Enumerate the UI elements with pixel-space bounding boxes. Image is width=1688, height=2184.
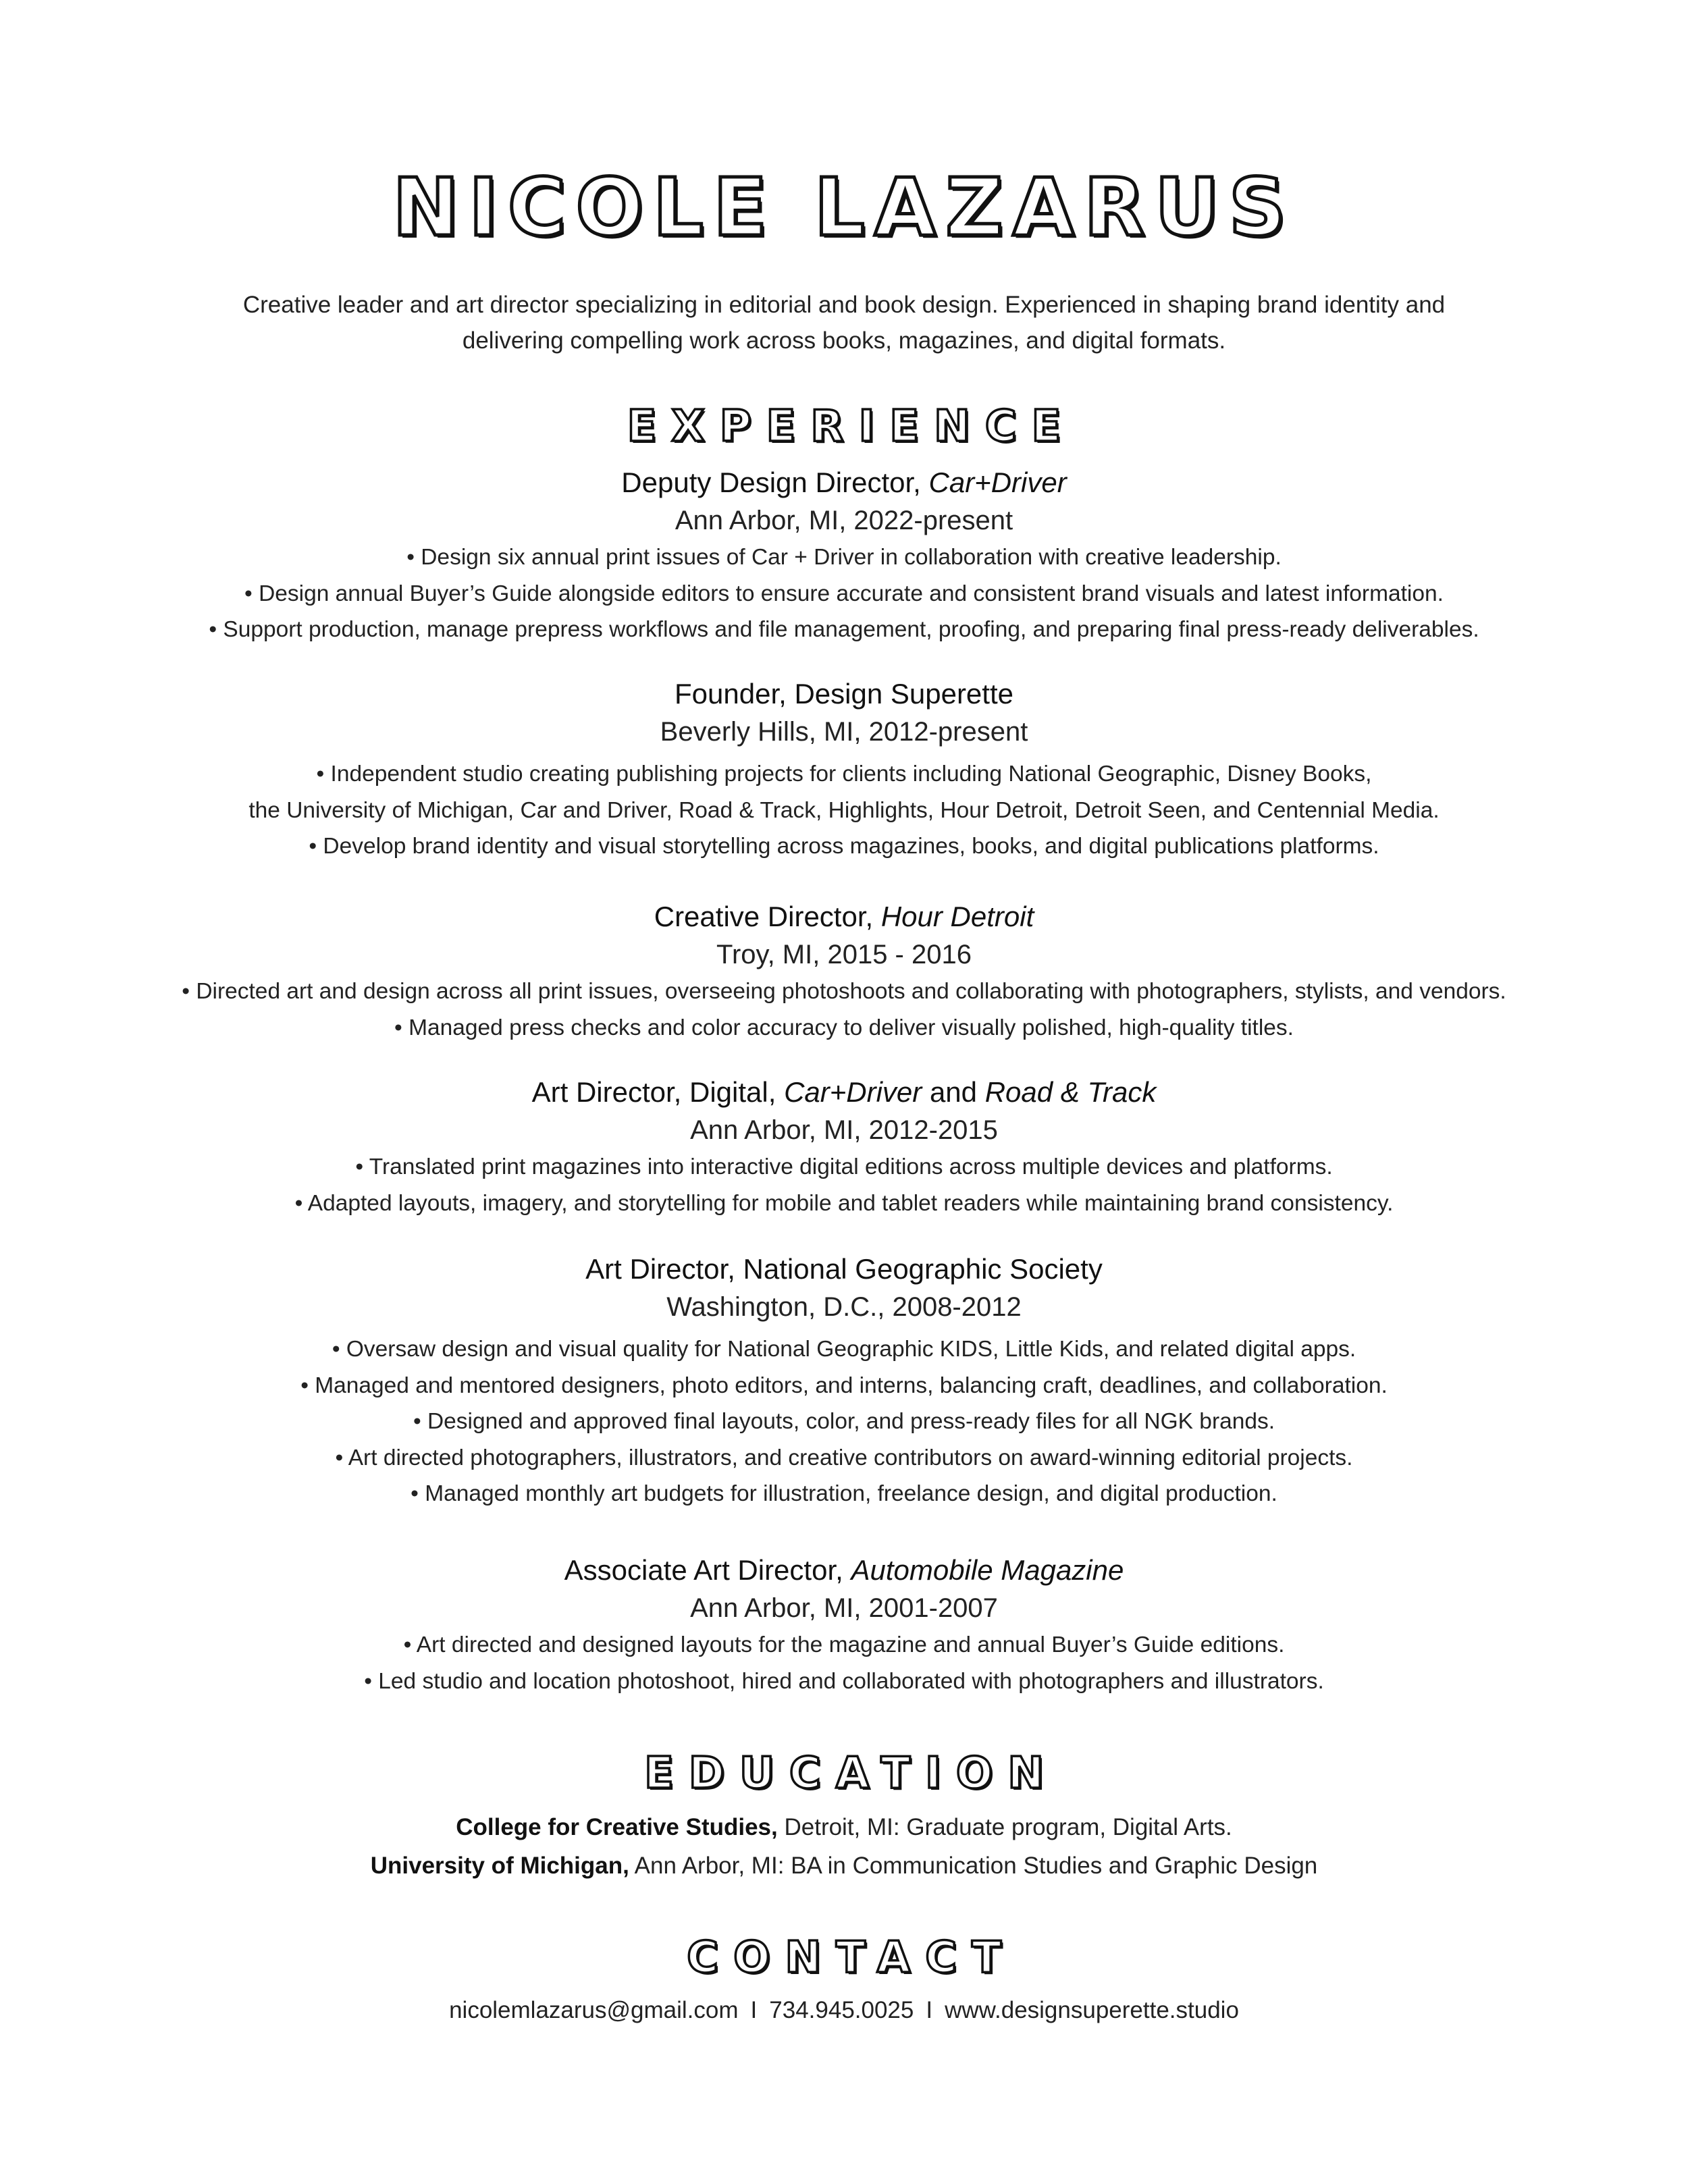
contact-separator: I xyxy=(750,1997,758,2023)
job-entry xyxy=(0,1551,1688,1699)
job-location: Troy, MI, 2015 - 2016 xyxy=(716,940,972,969)
name-heading: NICOLE LAZARUS xyxy=(392,161,1296,254)
job-title xyxy=(0,464,1688,502)
education-detail: Ann Arbor, MI: BA in Communication Studies and Graphic Design xyxy=(629,1853,1318,1879)
job-role: Deputy Design Director, xyxy=(621,467,929,498)
contact-email[interactable]: nicolemlazarus@gmail.com xyxy=(449,1997,739,2023)
job-entry xyxy=(0,898,1688,1046)
job-bullet: • Design six annual print issues of Car + Driver in collaboration with creative leadership. xyxy=(406,545,1282,570)
job-role: Creative Director, xyxy=(654,901,881,932)
job-org: Hour Detroit xyxy=(880,901,1034,932)
job-role: Art Director, Digital, xyxy=(531,1076,785,1108)
job-joiner: and xyxy=(922,1076,985,1108)
job-org-secondary: Road & Track xyxy=(984,1076,1157,1108)
job-bullets xyxy=(0,756,1688,865)
contact-separator: I xyxy=(926,1997,933,2023)
job-bullets xyxy=(0,1627,1688,1699)
job-role: Associate Art Director, xyxy=(564,1554,851,1586)
job-entry xyxy=(0,675,1688,865)
job-bullet: • Managed monthly art budgets for illustration, freelance design, and digital production. xyxy=(411,1481,1277,1506)
job-bullet: • Led studio and location photoshoot, hired and collaborated with photographers and illustrators. xyxy=(364,1668,1324,1694)
contact-phone[interactable]: 734.945.0025 xyxy=(769,1997,914,2023)
job-location: Washington, D.C., 2008-2012 xyxy=(666,1292,1022,1322)
job-entry xyxy=(0,464,1688,648)
education-detail: Detroit, MI: Graduate program, Digital Arts. xyxy=(777,1814,1232,1840)
experience-heading: EXPERIENCE xyxy=(627,402,1076,452)
job-bullet: • Design annual Buyer’s Guide alongside editors to ensure accurate and consistent brand visuals and latest information. xyxy=(244,581,1444,606)
education-item xyxy=(0,1846,1688,1885)
education-heading: EDUCATION xyxy=(644,1749,1059,1799)
job-bullet: • Managed and mentored designers, photo editors, and interns, balancing craft, deadlines, and collaboration. xyxy=(300,1373,1388,1398)
summary-text: Creative leader and art director specializing in editorial and book design. Experienced in shaping brand identity and delivering compelling work across books, magazines, and digital formats. xyxy=(242,292,1446,354)
contact-line xyxy=(0,1994,1688,2027)
education-list xyxy=(0,1808,1688,1885)
job-bullet: • Art directed and designed layouts for the magazine and annual Buyer’s Guide editions. xyxy=(403,1632,1285,1657)
job-bullet: • Develop brand identity and visual storytelling across magazines, books, and digital publications platforms. xyxy=(309,834,1379,859)
job-bullet: • Independent studio creating publishing projects for clients including National Geographic, Disney Books, xyxy=(316,762,1372,787)
job-bullet: • Support production, manage prepress workflows and file management, proofing, and preparing final press-ready deliverables. xyxy=(209,617,1479,642)
job-bullets xyxy=(0,1331,1688,1512)
job-bullets xyxy=(0,1149,1688,1221)
education-school: College for Creative Studies, xyxy=(456,1814,778,1840)
job-org: Car+Driver xyxy=(928,467,1067,498)
contact-website[interactable]: www.designsuperette.studio xyxy=(945,1997,1239,2023)
job-title xyxy=(0,675,1688,713)
job-role: Art Director, National Geographic Society xyxy=(585,1253,1103,1285)
job-org: Car+Driver xyxy=(784,1076,922,1108)
job-bullet: • Managed press checks and color accuracy to deliver visually polished, high-quality titles. xyxy=(394,1015,1294,1040)
job-bullet: the University of Michigan, Car and Driver, Road & Track, Highlights, Hour Detroit, Detroit Seen, and Centennial Media. xyxy=(248,797,1440,823)
job-role: Founder, Design Superette xyxy=(675,678,1013,710)
job-title xyxy=(0,1073,1688,1111)
job-location: Ann Arbor, MI, 2012-2015 xyxy=(690,1115,998,1145)
job-bullet: • Designed and approved final layouts, color, and press-ready files for all NGK brands. xyxy=(413,1409,1275,1434)
job-title xyxy=(0,1250,1688,1288)
job-bullet: • Oversaw design and visual quality for National Geographic KIDS, Little Kids, and related digital apps. xyxy=(332,1337,1356,1362)
job-bullet: • Adapted layouts, imagery, and storytelling for mobile and tablet readers while maintaining brand consistency. xyxy=(294,1190,1394,1216)
job-bullets xyxy=(0,974,1688,1046)
job-bullet: • Art directed photographers, illustrators, and creative contributors on award-winning editorial projects. xyxy=(335,1445,1353,1470)
job-entry xyxy=(0,1073,1688,1221)
job-location: Ann Arbor, MI, 2001-2007 xyxy=(690,1593,998,1623)
job-entry xyxy=(0,1250,1688,1512)
job-bullet: • Directed art and design across all print issues, overseeing photoshoots and collaborating with photographers, stylists, and vendors. xyxy=(182,979,1506,1004)
job-bullets xyxy=(0,539,1688,648)
contact-heading: CONTACT xyxy=(687,1933,1016,1983)
education-school: University of Michigan, xyxy=(370,1853,629,1879)
job-title xyxy=(0,898,1688,936)
education-item xyxy=(0,1808,1688,1846)
job-org: Automobile Magazine xyxy=(851,1554,1124,1586)
job-location: Beverly Hills, MI, 2012-present xyxy=(660,717,1028,747)
job-bullet: • Translated print magazines into interactive digital editions across multiple devices and platforms. xyxy=(355,1154,1333,1179)
job-location: Ann Arbor, MI, 2022-present xyxy=(675,506,1013,535)
job-title xyxy=(0,1551,1688,1589)
